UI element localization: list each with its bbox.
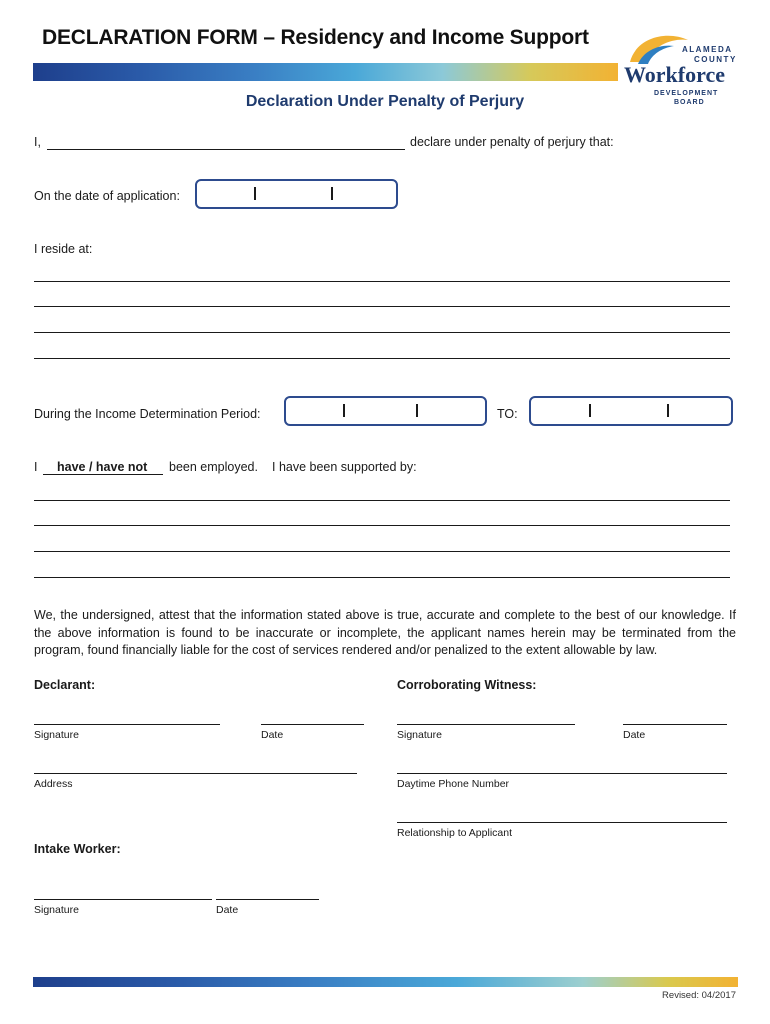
witness-heading: Corroborating Witness: <box>397 678 537 692</box>
witness-date-line[interactable] <box>623 724 727 725</box>
residence-line-4[interactable] <box>34 358 730 359</box>
logo-line2: COUNTY <box>694 55 737 64</box>
logo-line4: BOARD <box>674 99 705 106</box>
witness-relationship-line[interactable] <box>397 822 727 823</box>
employment-choice[interactable]: have / have not <box>57 460 148 474</box>
application-date-field[interactable] <box>195 179 398 209</box>
witness-phone-label: Daytime Phone Number <box>397 778 510 790</box>
declaration-prefix: I, <box>34 135 41 149</box>
intake-signature-label: Signature <box>34 904 79 916</box>
date-separator <box>589 404 591 417</box>
intake-date-line[interactable] <box>216 899 319 900</box>
form-title: DECLARATION FORM – Residency and Income Support <box>42 26 589 49</box>
header-banner <box>33 63 618 81</box>
residence-label: I reside at: <box>34 242 93 256</box>
employment-prefix: I <box>34 460 38 474</box>
income-period-to-label: TO: <box>497 407 518 421</box>
intake-date-label: Date <box>216 904 239 916</box>
witness-phone-line[interactable] <box>397 773 727 774</box>
declarant-signature-label: Signature <box>34 729 79 741</box>
date-separator <box>667 404 669 417</box>
form-subtitle: Declaration Under Penalty of Perjury <box>245 93 525 110</box>
support-line-4[interactable] <box>34 577 730 578</box>
date-separator <box>416 404 418 417</box>
declarant-date-line[interactable] <box>261 724 364 725</box>
logo-wordmark: Workforce <box>624 62 726 87</box>
residence-line-2[interactable] <box>34 306 730 307</box>
income-period-end-field[interactable] <box>529 396 733 426</box>
employment-middle: been employed. <box>169 460 258 474</box>
logo-line1: ALAMEDA <box>682 45 733 54</box>
witness-date-label: Date <box>623 729 646 741</box>
revision-date: Revised: 04/2017 <box>662 990 736 1001</box>
declarant-heading: Declarant: <box>34 678 96 692</box>
date-separator <box>343 404 345 417</box>
witness-signature-label: Signature <box>397 729 442 741</box>
intake-signature-line[interactable] <box>34 899 212 900</box>
support-line-1[interactable] <box>34 500 730 501</box>
date-separator <box>254 187 256 200</box>
declarant-date-label: Date <box>261 729 284 741</box>
supported-by-label: I have been supported by: <box>272 460 417 474</box>
income-period-label: During the Income Determination Period: <box>34 407 261 421</box>
declarant-address-label: Address <box>34 778 73 790</box>
footer-banner <box>33 977 738 987</box>
witness-signature-line[interactable] <box>397 724 575 725</box>
application-date-label: On the date of application: <box>34 189 180 203</box>
witness-relationship-label: Relationship to Applicant <box>397 827 512 839</box>
declaration-suffix: declare under penalty of perjury that: <box>410 135 614 149</box>
declarant-address-line[interactable] <box>34 773 357 774</box>
residence-line-3[interactable] <box>34 332 730 333</box>
date-separator <box>331 187 333 200</box>
declarant-name-line[interactable] <box>47 149 405 150</box>
residence-line-1[interactable] <box>34 281 730 282</box>
attestation-paragraph: We, the undersigned, attest that the information stated above is true, accurate and complete to the best of our knowledge. If the above information is found to be inaccurate or incomplete, the applicant names herein may be terminated from the program, found financially liable for the cost of services rendered and/or penalized to the extent allowable by law. <box>34 608 736 657</box>
support-line-3[interactable] <box>34 551 730 552</box>
logo-line3: DEVELOPMENT <box>654 90 719 97</box>
intake-heading: Intake Worker: <box>34 842 121 856</box>
support-line-2[interactable] <box>34 525 730 526</box>
declarant-signature-line[interactable] <box>34 724 220 725</box>
income-period-start-field[interactable] <box>284 396 487 426</box>
employment-choice-line <box>43 474 163 475</box>
